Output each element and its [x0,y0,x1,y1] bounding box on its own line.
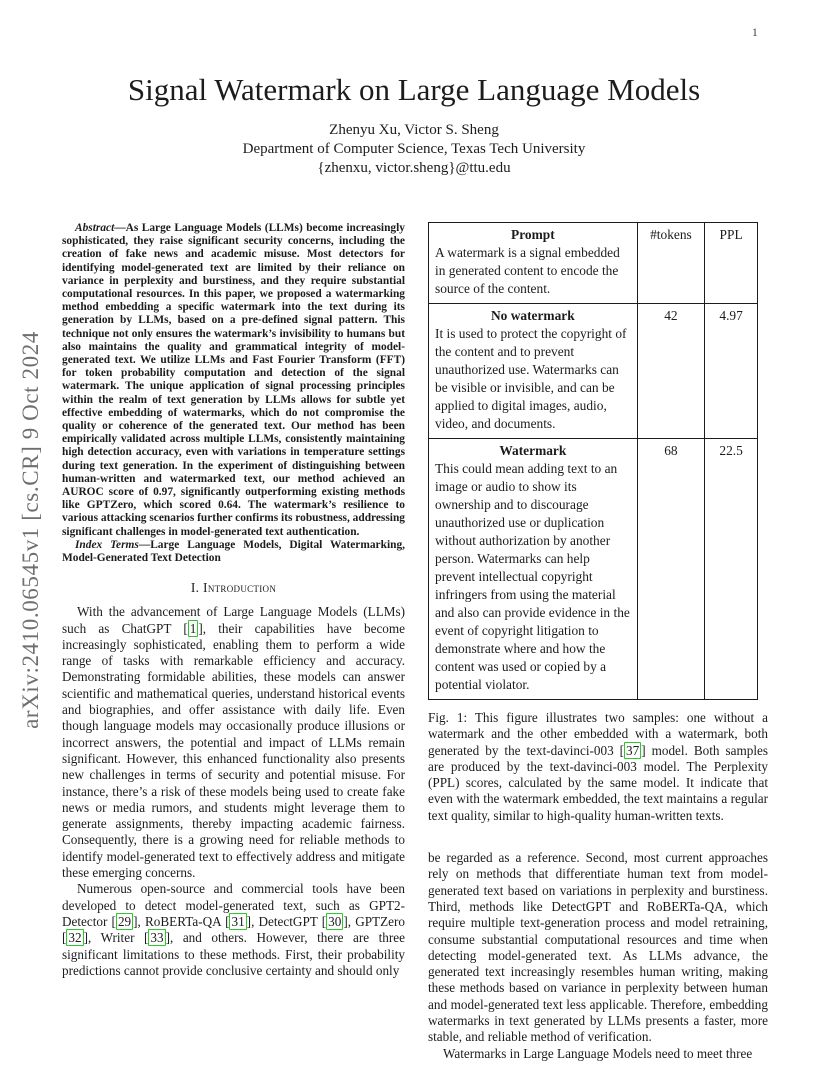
tokens-header-cell: #tokens [637,223,705,304]
table-row-prompt [429,223,758,304]
prompt-row-title: Prompt [511,227,555,242]
intro-paragraph-1: With the advancement of Large Language Models (LLMs) such as ChatGPT [ 1 ], their capabilities have become increasingly sophisticated, enabling them to perform a wide range of tasks with remarkable efficiency and accuracy. Demonstrating formidable abilities, these models can answer scientific and mathematical queries, understand historical events and biographies, and offer assistance with daily life. Even though language models may occasionally produce illusions or incorrect answers, the potential and impact of LLMs remain significant. However, this enhanced functionality also presents new challenges in terms of security and potential misuse. For instance, there’s a risk of these models being used to create fake news or media rumors, and students might leverage them to generate assignments, thereby impacting academic fairness. Consequently, there is a growing need for reliable methods to identify model-generated text to effectively address and mitigate these emerging concerns. [62,604,405,881]
citation-link[interactable]: 33 [150,930,164,946]
watermark-ppl-value: 22.5 [705,439,758,700]
no-watermark-ppl-value: 4.97 [705,304,758,439]
page-number: 1 [752,27,758,39]
table-row-no-watermark [429,304,758,439]
figure-caption: Fig. 1: This figure illustrates two samples: one without a watermark and the other embedded with a watermark, both generated by the text-davinci-003 [ 37 ] model. Both samples are produced by the text-davinci-003 model. The Perplexity (PPL) scores, calculated by the same model. It indicate that even with the watermark embedded, the text maintains a regular text quality, similar to high-quality human-written texts. [428,710,768,823]
prompt-cell [429,223,638,304]
no-watermark-row-body: It is used to protect the copyright of the content and to prevent unauthorized use. Watermarks can be visible or invisible, and can be applied to digital images, audio, video, and documents. [435,326,627,431]
abstract [62,222,405,539]
abstract-label: Abstract [75,222,115,234]
index-terms-label: Index Terms [75,538,139,551]
citation-link[interactable]: 37 [626,742,640,758]
citation-link[interactable]: 30 [328,913,342,929]
right-column [428,222,768,1062]
email-line: {zhenxu, victor.sheng}@ttu.edu [317,160,511,176]
section-number: I. [190,580,200,596]
no-watermark-row-title: No watermark [491,308,575,323]
citation-link[interactable]: 29 [117,913,132,929]
authors-line: Zhenyu Xu, Victor S. Sheng [329,122,499,138]
citation-link[interactable]: 32 [68,930,82,946]
abstract-text: —As Large Language Models (LLMs) become increasingly sophisticated, they raise significant security concerns, including the creation of fake news and academic misuse. Most detectors for identifying model-generated text are limited by their reliance on variance in perplexity and burstiness, and they require substantial computational resources. In this paper, we proposed a watermarking method embedding a specific watermark into the text during its generation by LLMs, based on a pre-defined signal pattern. This technique not only ensures the watermark’s invisibility to humans but also maintains the quality and grammatical integrity of model-generated text. We utilize LLMs and Fast Fourier Transform (FFT) for token probability computation and detection of the signal watermark. The unique application of signal processing principles within the realm of text generation by LLMs allows for subtle yet effective embedding of watermarks, which do not compromise the quality or coherence of the generated text. Our method has been empirically validated across multiple LLMs, consistently maintaining high detection accuracy, even with variations in temperature settings during text generation. In the experiment of distinguishing between human-written and watermarked text, our method achieved an AUROC score of 0.97, significantly outperforming existing methods like GPTZero, which scored 0.64. The watermark’s resilience to various attacking scenarios further confirms its robustness, addressing significant challenges in model-generated text authentication. [62,222,405,538]
paper-header [0,72,828,179]
left-column [62,222,405,979]
ppl-header-cell: PPL [705,223,758,304]
index-terms-text: —Large Language Models, Digital Watermarking, Model-Generated Text Detection [62,538,405,565]
prompt-row-body: A watermark is a signal embedded in generated content to encode the source of the content. [435,245,620,296]
citation-link[interactable]: 31 [231,913,245,929]
citation-link[interactable]: 1 [189,620,197,636]
section-title: Introduction [203,580,277,596]
table-row-watermark [429,439,758,700]
index-terms [62,539,405,565]
intro-paragraph-2: Numerous open-source and commercial tools have been developed to detect model-generated text, such as GPT2-Detector [ 29 ], RoBERTa-QA [ 31 ], DetectGPT [ 30 ], GPTZero [ 32 ], Writer [ 33 ], and others. However, there are three significant limitations to these methods. First, their probability predictions cannot provide conclusive certainty and should only [62,881,405,978]
body-paragraph-continuation: be regarded as a reference. Second, most current approaches rely on methods that differentiate human text from model-generated text based on variations in perplexity and burstiness. Third, methods like DetectGPT and RoBERTa-QA, which require multiple text-generation process and model retraining, consume substantial computational resources and time when detecting model-generated text. As LLMs advance, the generated text increasingly resembles human writing, making these methods based on variance in perplexity between human and model-generated text less applicable. Therefore, embedding watermarks in text generated by LLMs presents a faster, more stable, and reliable method of verification. [428,850,768,1045]
body-paragraph-watermark-requirements: Watermarks in Large Language Models need to meet three [443,1045,753,1061]
watermark-row-body: This could mean adding text to an image or audio to show its ownership and to discourage unauthorized use or duplication without authorization by another person. Watermarks can help prevent intellectual copyright infringers from using the material and also can provide evidence in the event of copyright litigation to demonstrate where and how the content was used or copied by a potential violator. [435,461,630,692]
arxiv-watermark: arXiv:2410.06545v1 [cs.CR] 9 Oct 2024 [18,331,43,729]
affiliation-line: Department of Computer Science, Texas Tech University [242,141,586,157]
watermark-cell [429,439,638,700]
no-watermark-tokens-value: 42 [637,304,705,439]
figure-table [428,222,758,700]
no-watermark-cell [429,304,638,439]
section-heading-introduction [62,580,405,596]
watermark-row-title: Watermark [499,443,567,458]
watermark-tokens-value: 68 [637,439,705,700]
page-title: Signal Watermark on Large Language Models [127,72,701,107]
